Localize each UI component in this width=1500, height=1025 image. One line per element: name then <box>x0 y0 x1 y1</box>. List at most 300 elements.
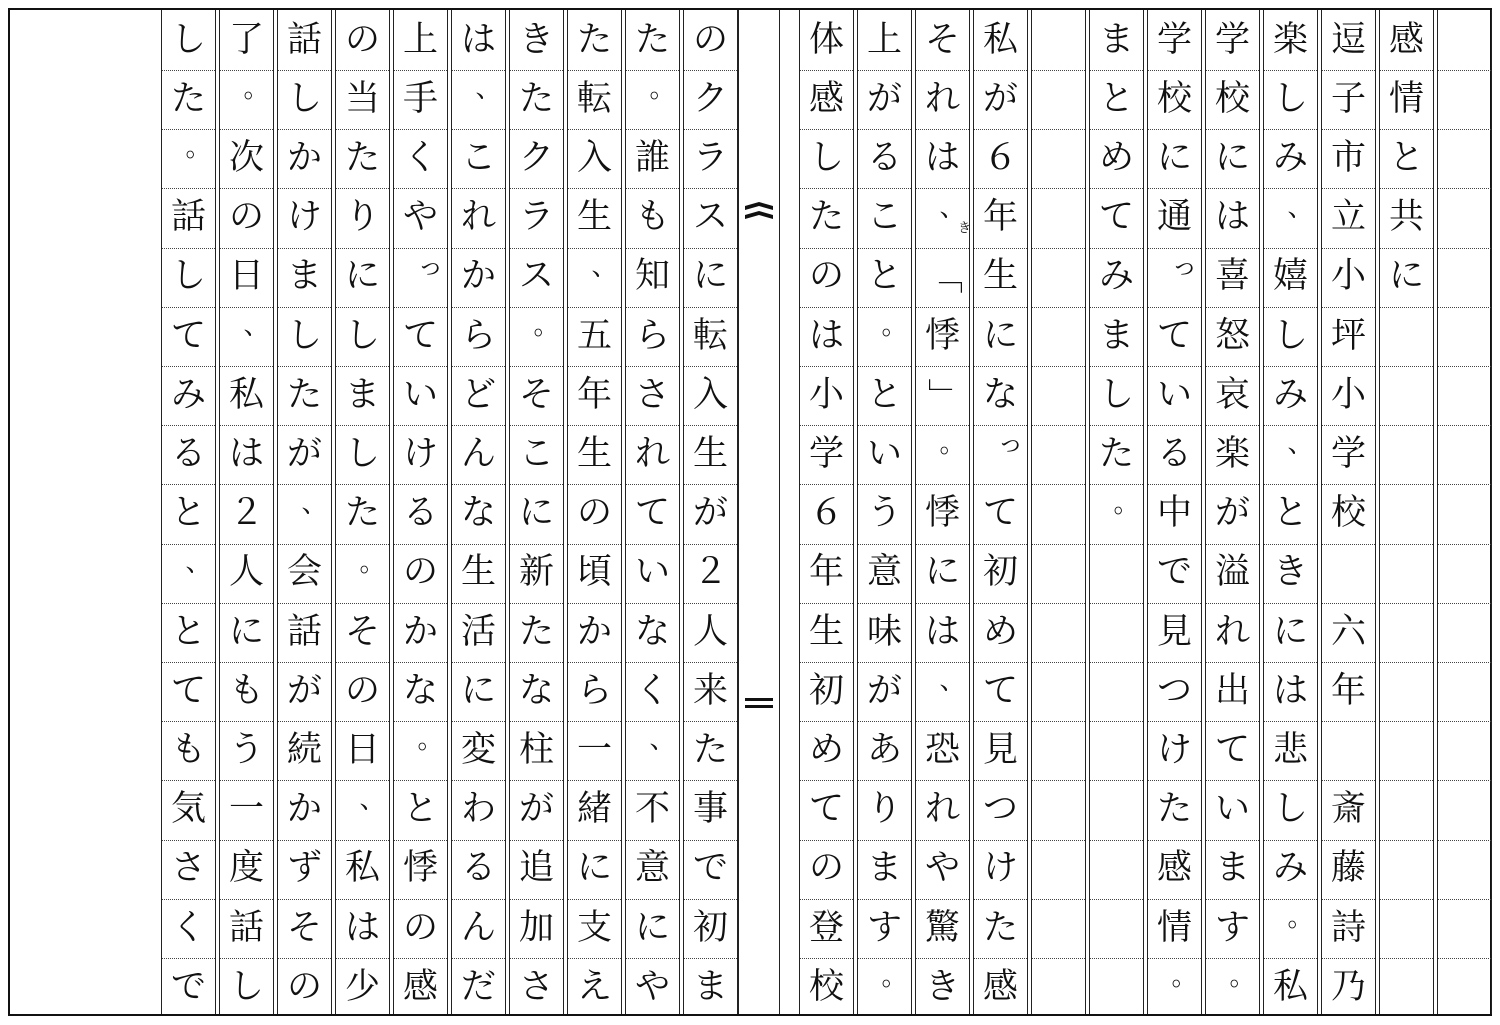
handwritten-char: 私 <box>228 374 264 415</box>
handwritten-char: 会 <box>286 552 322 593</box>
grid-cell <box>1380 898 1433 959</box>
handwritten-char: 学 <box>1214 19 1250 60</box>
grid-cell <box>278 365 331 426</box>
handwritten-char: 恐 <box>924 729 960 770</box>
grid-cell <box>1148 957 1201 1017</box>
handwritten-char: 一 <box>576 729 612 770</box>
grid-cell <box>1032 543 1085 604</box>
grid-cell <box>278 720 331 781</box>
handwritten-char: や <box>924 848 960 889</box>
grid-cell <box>858 247 911 308</box>
handwritten-char: 。 <box>185 133 212 164</box>
grid-cell <box>1206 602 1259 663</box>
grid-cell <box>278 602 331 663</box>
handwritten-char: つ <box>982 789 1018 830</box>
handwritten-char: 一 <box>228 789 264 830</box>
grid-cell <box>336 780 389 841</box>
handwritten-char: と <box>170 611 206 652</box>
handwritten-char: み <box>170 374 206 415</box>
grid-cell <box>1032 128 1085 189</box>
handwritten-char: た <box>344 493 380 534</box>
grid-cell <box>162 839 215 900</box>
handwritten-char: ２ <box>228 493 264 534</box>
grid-cell <box>452 957 505 1017</box>
grid-cell <box>1438 424 1491 485</box>
handwritten-char: 柱 <box>518 729 554 770</box>
grid-cell <box>1032 365 1085 426</box>
grid-cell <box>1148 720 1201 781</box>
handwritten-char: 新 <box>518 552 554 593</box>
handwritten-char: 来 <box>692 670 728 711</box>
grid-cell <box>510 247 563 308</box>
handwritten-char: 日 <box>344 729 380 770</box>
grid-cell <box>1380 306 1433 367</box>
handwritten-char: て <box>634 493 670 534</box>
grid-cell <box>568 128 621 189</box>
handwritten-char: い <box>1214 789 1250 830</box>
handwritten-char: に <box>228 611 264 652</box>
grid-cell <box>1148 188 1201 249</box>
handwritten-char: 私 <box>344 848 380 889</box>
grid-cell <box>510 602 563 663</box>
grid-cell <box>220 306 273 367</box>
grid-cell <box>162 720 215 781</box>
handwritten-char: の <box>808 256 844 297</box>
grid-cell <box>1090 602 1143 663</box>
handwritten-char: い <box>634 552 670 593</box>
handwritten-char: の <box>228 197 264 238</box>
grid-cell <box>1206 543 1259 604</box>
handwritten-char: た <box>344 137 380 178</box>
handwritten-char: れ <box>634 433 670 474</box>
grid-cell <box>1206 69 1259 130</box>
grid-cell <box>278 247 331 308</box>
grid-cell <box>800 188 853 249</box>
grid-cell <box>1148 484 1201 545</box>
handwritten-char: た <box>808 197 844 238</box>
grid-cell <box>1264 128 1317 189</box>
grid-cell <box>1322 306 1375 367</box>
grid-cell <box>162 602 215 663</box>
handwritten-char: 度 <box>228 848 264 889</box>
grid-cell <box>394 602 447 663</box>
handwritten-char: 。 <box>359 547 386 578</box>
handwritten-char: ラ <box>518 197 554 238</box>
grid-cell <box>684 720 737 781</box>
handwritten-char: て <box>1156 315 1192 356</box>
grid-cell <box>568 720 621 781</box>
grid-cell <box>916 543 969 604</box>
grid-cell <box>1206 306 1259 367</box>
grid-cell <box>1322 661 1375 722</box>
grid-cell <box>394 247 447 308</box>
handwritten-char: 楽 <box>1272 19 1308 60</box>
grid-cell <box>394 188 447 249</box>
handwritten-char: け <box>1156 729 1192 770</box>
grid-cell <box>1380 128 1433 189</box>
grid-cell <box>916 247 969 308</box>
grid-cell <box>684 602 737 663</box>
right-column-10 <box>915 10 970 1014</box>
handwritten-char: 坪 <box>1330 315 1366 356</box>
grid-cell <box>1322 69 1375 130</box>
right-column-3 <box>1321 10 1376 1014</box>
handwritten-char: わ <box>460 789 496 830</box>
handwritten-char: 話 <box>286 19 322 60</box>
grid-cell <box>278 957 331 1017</box>
handwritten-char: 。 <box>1171 962 1198 993</box>
grid-cell <box>220 720 273 781</box>
handwritten-char: ど <box>460 374 496 415</box>
grid-cell <box>1438 306 1491 367</box>
grid-cell <box>162 424 215 485</box>
grid-cell <box>568 10 621 71</box>
grid-cell <box>1090 365 1143 426</box>
grid-cell <box>684 780 737 841</box>
handwritten-char: る <box>1156 433 1192 474</box>
handwritten-char: 中 <box>1156 493 1192 534</box>
grid-cell <box>1032 602 1085 663</box>
handwritten-char: し <box>170 256 206 297</box>
grid-cell <box>858 424 911 485</box>
handwritten-char: ら <box>460 315 496 356</box>
handwritten-char: ら <box>576 670 612 711</box>
grid-cell <box>626 247 679 308</box>
handwritten-char: 気 <box>170 789 206 830</box>
grid-cell <box>1322 720 1375 781</box>
grid-cell <box>1322 10 1375 71</box>
handwritten-char: に <box>576 848 612 889</box>
handwritten-char: て <box>808 789 844 830</box>
grid-cell <box>452 128 505 189</box>
handwritten-char: ま <box>866 848 902 889</box>
grid-cell <box>278 128 331 189</box>
handwritten-char: た <box>1156 789 1192 830</box>
handwritten-char: に <box>692 256 728 297</box>
grid-cell <box>336 957 389 1017</box>
grid-cell <box>800 780 853 841</box>
handwritten-char: 「 <box>922 259 963 295</box>
grid-cell <box>1264 839 1317 900</box>
handwritten-char: 登 <box>808 907 844 948</box>
handwritten-char: き <box>1272 552 1308 593</box>
handwritten-char: 加 <box>518 907 554 948</box>
grid-cell <box>916 957 969 1017</box>
handwritten-char: 。 <box>417 725 444 756</box>
grid-cell <box>626 306 679 367</box>
grid-cell <box>974 957 1027 1017</box>
handwritten-char: ま <box>692 966 728 1007</box>
grid-cell <box>510 128 563 189</box>
grid-cell <box>162 898 215 959</box>
grid-cell <box>510 306 563 367</box>
grid-cell <box>1380 957 1433 1017</box>
handwritten-char: の <box>576 493 612 534</box>
grid-cell <box>452 602 505 663</box>
grid-cell <box>336 661 389 722</box>
handwritten-char: 嬉 <box>1272 256 1308 297</box>
grid-cell <box>626 69 679 130</box>
handwritten-char: 味 <box>866 611 902 652</box>
handwritten-char: め <box>1098 137 1134 178</box>
handwritten-char: た <box>518 78 554 119</box>
grid-cell <box>1148 424 1201 485</box>
handwritten-char: み <box>1272 848 1308 889</box>
handwritten-char: 私 <box>982 19 1018 60</box>
handwritten-char: 、 <box>939 666 966 697</box>
handwritten-char: 哀 <box>1214 374 1250 415</box>
handwritten-char: 生 <box>460 552 496 593</box>
handwritten-char: 少 <box>344 966 380 1007</box>
handwritten-char: く <box>402 137 438 178</box>
handwritten-char: み <box>1098 256 1134 297</box>
grid-cell <box>394 839 447 900</box>
handwritten-char: 不 <box>634 789 670 830</box>
grid-cell <box>974 720 1027 781</box>
grid-cell <box>916 424 969 485</box>
handwritten-char: み <box>1272 374 1308 415</box>
handwritten-char: 、 <box>1287 192 1314 223</box>
right-column-8 <box>1031 10 1086 1014</box>
grid-cell <box>1148 128 1201 189</box>
grid-cell <box>394 780 447 841</box>
grid-cell <box>336 188 389 249</box>
grid-cell <box>1032 424 1085 485</box>
handwritten-char: で <box>170 966 206 1007</box>
grid-cell <box>568 661 621 722</box>
grid-cell <box>336 247 389 308</box>
handwritten-char: の <box>344 19 380 60</box>
grid-cell <box>1380 10 1433 71</box>
grid-cell <box>800 10 853 71</box>
handwritten-char: り <box>344 197 380 238</box>
grid-cell <box>684 69 737 130</box>
handwritten-char: 、 <box>243 311 270 341</box>
handwritten-char: れ <box>460 197 496 238</box>
grid-cell <box>974 247 1027 308</box>
handwritten-char: ら <box>634 315 670 356</box>
handwritten-char: 上 <box>866 19 902 60</box>
grid-cell <box>1206 484 1259 545</box>
handwritten-char: い <box>1156 374 1192 415</box>
handwritten-char: か <box>402 611 438 652</box>
handwritten-char: 緒 <box>576 789 612 830</box>
grid-cell <box>336 898 389 959</box>
handwritten-char: 。 <box>1287 903 1314 933</box>
handwritten-char: 小 <box>808 374 844 415</box>
handwritten-char: 悸 <box>924 315 960 356</box>
grid-cell <box>1264 484 1317 545</box>
grid-cell <box>162 365 215 426</box>
handwritten-char: や <box>402 197 438 238</box>
handwritten-char: 追 <box>518 848 554 889</box>
grid-cell <box>626 543 679 604</box>
handwritten-char: 活 <box>460 611 496 652</box>
handwritten-char: ま <box>1098 19 1134 60</box>
grid-cell <box>1148 247 1201 308</box>
handwritten-char: っ <box>417 251 444 282</box>
handwritten-char: て <box>1098 197 1134 238</box>
grid-cell <box>1438 247 1491 308</box>
handwritten-char: た <box>982 907 1018 948</box>
grid-cell <box>1380 365 1433 426</box>
grid-cell <box>162 957 215 1017</box>
grid-cell <box>858 10 911 71</box>
grid-cell <box>510 661 563 722</box>
handwritten-char: さ <box>170 848 206 889</box>
handwritten-char: 。 <box>881 962 908 993</box>
handwritten-char: に <box>460 670 496 711</box>
handwritten-char: つ <box>1156 670 1192 711</box>
handwritten-char: に <box>518 493 554 534</box>
grid-cell <box>974 661 1027 722</box>
handwritten-char: の <box>402 907 438 948</box>
grid-cell <box>916 128 969 189</box>
handwritten-char: 生 <box>576 197 612 238</box>
grid-cell <box>1264 543 1317 604</box>
grid-cell <box>510 10 563 71</box>
grid-cell <box>452 720 505 781</box>
grid-cell <box>1438 839 1491 900</box>
manuscript-page-right <box>780 10 1492 1014</box>
handwritten-char: 支 <box>576 907 612 948</box>
grid-cell <box>1264 898 1317 959</box>
handwritten-char: と <box>1388 137 1424 178</box>
grid-cell <box>452 424 505 485</box>
grid-cell <box>1148 543 1201 604</box>
handwritten-char: し <box>1272 315 1308 356</box>
grid-cell <box>1438 720 1491 781</box>
grid-cell <box>1380 720 1433 781</box>
handwritten-char: っ <box>997 429 1024 460</box>
handwritten-char: め <box>982 611 1018 652</box>
handwritten-char: て <box>402 315 438 356</box>
handwritten-char: 、 <box>185 547 212 578</box>
handwritten-char: ま <box>344 374 380 415</box>
handwritten-char: し <box>344 433 380 474</box>
grid-cell <box>1090 10 1143 71</box>
grid-cell <box>1322 780 1375 841</box>
grid-cell <box>220 10 273 71</box>
handwritten-char: は <box>460 19 496 60</box>
handwritten-char: く <box>170 907 206 948</box>
grid-cell <box>684 957 737 1017</box>
grid-cell <box>1322 424 1375 485</box>
handwritten-char: け <box>286 197 322 238</box>
handwritten-char: が <box>982 78 1018 119</box>
grid-cell <box>394 69 447 130</box>
handwritten-char: 怒 <box>1214 315 1250 356</box>
handwritten-char: が <box>866 670 902 711</box>
handwritten-char: く <box>634 670 670 711</box>
handwritten-char: た <box>286 374 322 415</box>
handwritten-char: 六 <box>1330 611 1366 652</box>
grid-cell <box>452 661 505 722</box>
grid-cell <box>510 957 563 1017</box>
grid-cell <box>1438 957 1491 1017</box>
handwritten-char: 転 <box>692 315 728 356</box>
grid-cell <box>1206 10 1259 71</box>
handwritten-char: け <box>982 848 1018 889</box>
grid-cell <box>916 10 969 71</box>
grid-cell <box>568 780 621 841</box>
grid-cell <box>1206 839 1259 900</box>
grid-cell <box>394 128 447 189</box>
handwritten-char: 人 <box>692 611 728 652</box>
grid-cell <box>800 543 853 604</box>
grid-cell <box>278 839 331 900</box>
grid-cell <box>858 720 911 781</box>
grid-cell <box>510 484 563 545</box>
grid-cell <box>1438 484 1491 545</box>
handwritten-char: 校 <box>1330 493 1366 534</box>
handwritten-char: か <box>576 611 612 652</box>
handwritten-char: 詩 <box>1330 907 1366 948</box>
handwritten-char: が <box>692 493 728 534</box>
handwritten-char: に <box>1388 256 1424 297</box>
handwritten-char: さ <box>518 966 554 1007</box>
left-column-4 <box>509 10 564 1014</box>
grid-cell <box>684 424 737 485</box>
grid-cell <box>1206 898 1259 959</box>
grid-cell <box>1264 424 1317 485</box>
grid-cell <box>162 128 215 189</box>
right-column-11 <box>857 10 912 1014</box>
handwritten-char: は <box>1272 670 1308 711</box>
grid-cell <box>1264 602 1317 663</box>
handwritten-char: れ <box>1214 611 1250 652</box>
handwritten-char: え <box>576 966 612 1007</box>
handwritten-char: の <box>402 552 438 593</box>
grid-cell <box>1032 247 1085 308</box>
handwritten-char: と <box>866 256 902 297</box>
grid-cell <box>278 484 331 545</box>
grid-cell <box>974 188 1027 249</box>
grid-cell <box>1380 661 1433 722</box>
grid-cell <box>1264 247 1317 308</box>
handwritten-char: る <box>402 493 438 534</box>
grid-cell <box>800 661 853 722</box>
handwritten-char: 初 <box>982 552 1018 593</box>
manuscript-sheet <box>8 8 1492 1016</box>
grid-cell <box>1264 69 1317 130</box>
handwritten-char: け <box>402 433 438 474</box>
grid-cell <box>278 10 331 71</box>
grid-cell <box>278 424 331 485</box>
handwritten-char: 、 <box>591 251 618 282</box>
grid-cell <box>858 188 911 249</box>
grid-cell <box>336 306 389 367</box>
grid-cell <box>394 898 447 959</box>
handwritten-char: 、 <box>475 74 502 105</box>
grid-cell <box>800 69 853 130</box>
grid-cell <box>336 128 389 189</box>
handwritten-char: 年 <box>808 552 844 593</box>
handwritten-char: 逗 <box>1330 19 1366 60</box>
handwritten-char: は <box>808 315 844 356</box>
grid-cell <box>1380 484 1433 545</box>
handwritten-char: 体 <box>808 19 844 60</box>
handwritten-char: う <box>228 729 264 770</box>
grid-cell <box>800 365 853 426</box>
handwritten-char: 日 <box>228 256 264 297</box>
left-column-5 <box>451 10 506 1014</box>
grid-cell <box>394 957 447 1017</box>
grid-cell <box>974 128 1027 189</box>
left-column-9 <box>219 10 274 1014</box>
grid-cell <box>568 365 621 426</box>
handwritten-char: ラ <box>692 137 728 178</box>
